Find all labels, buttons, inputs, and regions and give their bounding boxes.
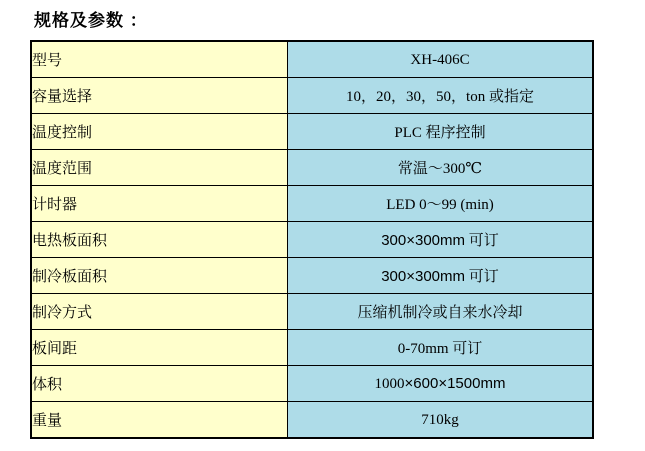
- value-text: 1000: [374, 375, 405, 392]
- table-row: [31, 258, 593, 294]
- spec-label: 型号: [31, 41, 288, 78]
- spec-value: [288, 330, 594, 366]
- spec-value: [288, 402, 594, 439]
- spec-label: 制冷方式: [31, 294, 288, 330]
- spec-label: 温度控制: [31, 114, 288, 150]
- spec-table: [30, 40, 594, 439]
- spec-value: [288, 78, 594, 114]
- value-text: XH-406C: [410, 51, 470, 68]
- table-row: [31, 114, 593, 150]
- table-row: [31, 366, 593, 402]
- spec-value: [288, 258, 594, 294]
- spec-label: 容量选择: [31, 78, 288, 114]
- table-row: [31, 150, 593, 186]
- value-text-sans: 300×300mm: [381, 268, 466, 285]
- page-title: 规格及参数 ：: [34, 11, 148, 30]
- spec-label: 体积: [31, 366, 288, 402]
- value-text-suffix: 可订: [465, 269, 499, 285]
- table-row: [31, 294, 593, 330]
- spec-value: [288, 186, 594, 222]
- spec-value: [288, 41, 594, 78]
- value-text-sans: ×600×1500mm: [404, 374, 506, 392]
- value-text-sans: 300×300mm: [381, 232, 466, 249]
- table-row: [31, 402, 593, 439]
- table-row: [31, 41, 593, 78]
- value-text: 0-70mm 可订: [397, 341, 483, 357]
- spec-label: 板间距: [31, 330, 288, 366]
- table-row: [31, 78, 593, 114]
- spec-value: [288, 366, 594, 402]
- spec-label: 电热板面积: [31, 222, 288, 258]
- spec-label: 制冷板面积: [31, 258, 288, 294]
- spec-value: [288, 222, 594, 258]
- spec-value: [288, 114, 594, 150]
- spec-label: 重量: [31, 402, 288, 439]
- table-row: [31, 186, 593, 222]
- spec-label: 计时器: [31, 186, 288, 222]
- value-text: 压缩机制冷或自来水冷却: [357, 305, 523, 321]
- spec-label: 温度范围: [31, 150, 288, 186]
- value-text: LED 0～99 (min): [386, 197, 494, 213]
- value-text-suffix: 可订: [465, 233, 499, 249]
- value-text: 常温～300℃: [397, 161, 483, 177]
- value-text: PLC 程序控制: [394, 125, 486, 141]
- spec-value: [288, 150, 594, 186]
- spec-value: [288, 294, 594, 330]
- value-text: 10，20，30，50，ton 或指定: [346, 89, 534, 105]
- table-row: [31, 330, 593, 366]
- table-row: [31, 222, 593, 258]
- value-text: 710kg: [421, 411, 459, 428]
